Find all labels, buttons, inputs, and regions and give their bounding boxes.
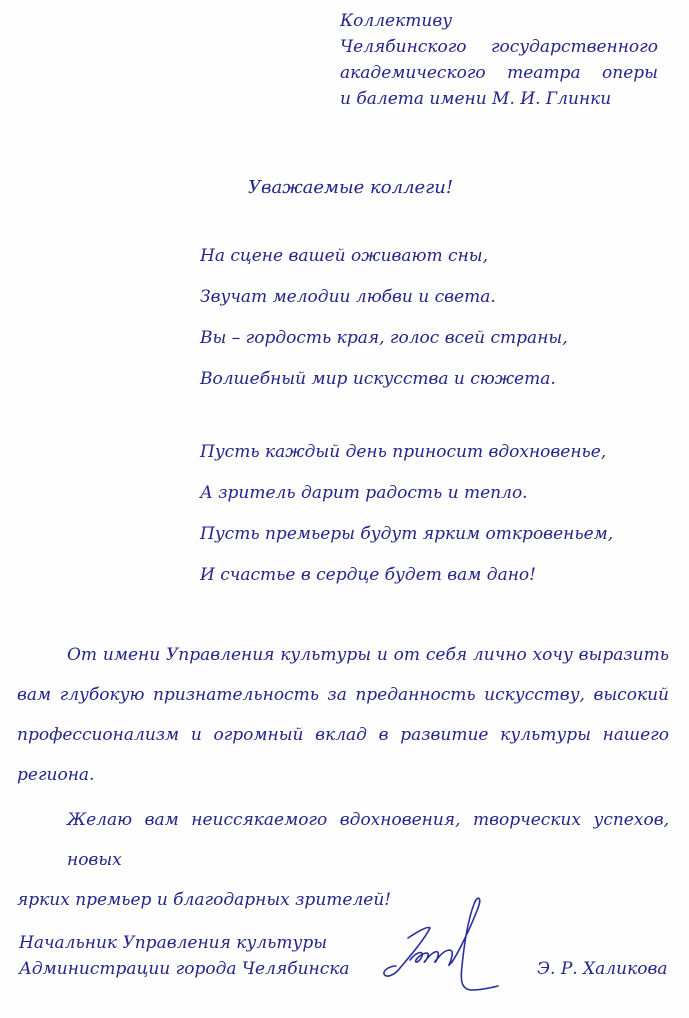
addressee-line: Коллективу bbox=[340, 11, 453, 31]
paragraph-line: профессионализм и огромный вклад в развитие культуры нашего bbox=[17, 725, 669, 745]
paragraph-line: региона. bbox=[17, 765, 95, 785]
addressee-line: Челябинского государственного bbox=[340, 37, 658, 57]
paragraph-line: Желаю вам неиссякаемого вдохновения, творческих успехов, новых bbox=[67, 810, 669, 870]
signer-title-line: Администрации города Челябинска bbox=[19, 959, 350, 979]
poem-verse: Звучат мелодии любви и света. bbox=[200, 287, 496, 307]
paragraph-line: вам глубокую признательность за преданность искусству, высокий bbox=[17, 685, 669, 705]
poem-verse: На сцене вашей оживают сны, bbox=[200, 246, 489, 266]
addressee-block bbox=[340, 8, 658, 112]
poem-verse: А зритель дарит радость и тепло. bbox=[200, 483, 528, 503]
poem-stanza bbox=[200, 236, 568, 400]
poem-verse: Волшебный мир искусства и сюжета. bbox=[200, 369, 556, 389]
signer-title-line: Начальник Управления культуры bbox=[19, 933, 328, 953]
addressee-line: академического театра оперы bbox=[340, 63, 658, 83]
addressee-line: и балета имени М. И. Глинки bbox=[340, 89, 612, 109]
poem-stanza bbox=[200, 432, 613, 596]
poem-verse: Пусть каждый день приносит вдохновенье, bbox=[200, 442, 607, 462]
greeting: Уважаемые коллеги! bbox=[248, 177, 454, 198]
body-paragraph bbox=[17, 635, 669, 795]
signer-title bbox=[19, 930, 350, 982]
paragraph-line: От имени Управления культуры и от себя лично хочу выразить bbox=[67, 645, 669, 665]
poem-verse: Вы – гордость края, голос всей страны, bbox=[200, 328, 568, 348]
handwritten-signature bbox=[380, 890, 500, 1000]
poem-verse: И счастье в сердце будет вам дано! bbox=[200, 565, 536, 585]
body-paragraph bbox=[17, 800, 669, 920]
signer-name: Э. Р. Халикова bbox=[537, 959, 668, 979]
signature-icon bbox=[380, 890, 500, 1000]
poem-verse: Пусть премьеры будут ярким откровеньем, bbox=[200, 524, 614, 544]
paragraph-line: ярких премьер и благодарных зрителей! bbox=[17, 890, 392, 910]
